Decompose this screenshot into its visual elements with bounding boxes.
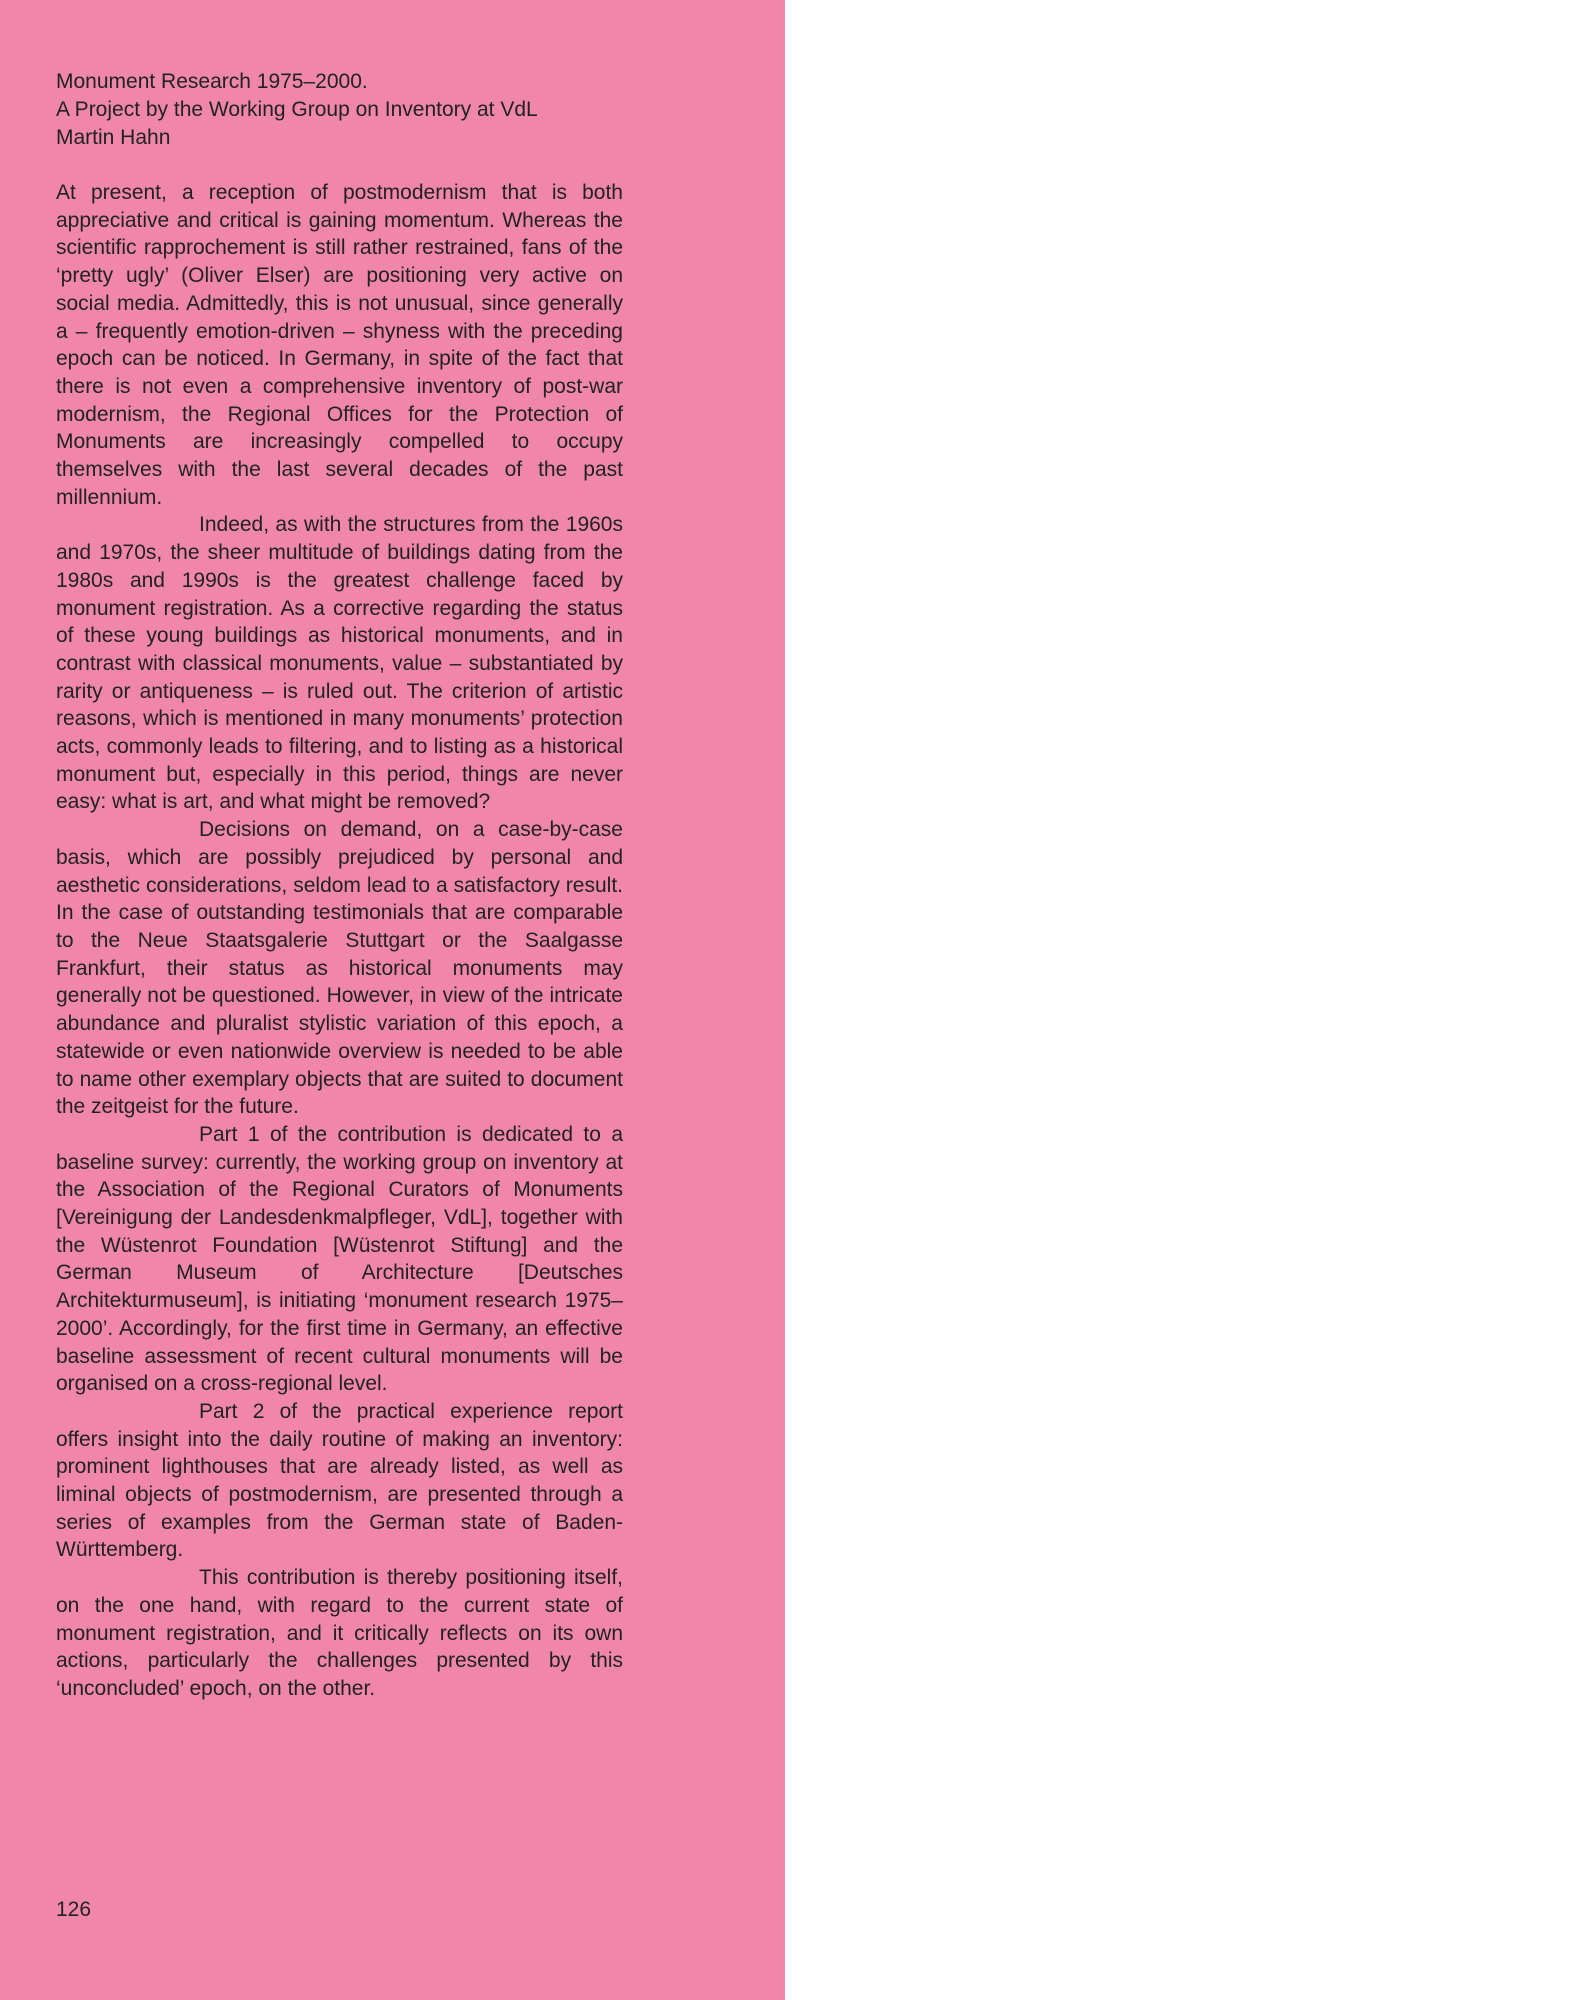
article-title: Monument Research 1975–2000. [56, 70, 368, 93]
article-subtitle: A Project by the Working Group on Inventory at VdL [56, 98, 538, 121]
body-paragraph: This contribution is thereby positioning itself, on the one hand, with regard to the current state of monument registration, and it critically reflects on its own actions, particularly the challenges presented by this ‘unconcluded’ epoch, on the other. [56, 1566, 623, 1700]
body-paragraph: At present, a reception of postmodernism that is both appreciative and critical is gaining momentum. Whereas the scientific rapprochement is still rather restrained, fans of the ‘pretty ugly’ (Oliver Elser) are positioning very active on social media. Admittedly, this is not unusual, since generally a – frequently emotion-driven – shyness with the preceding epoch can be noticed. In Germany, in spite of the fact that there is not even a comprehensive inventory of post-war modernism, the Regional Offices for the Protection of Monuments are increasingly compelled to occupy themselves with the last several decades of the past millennium. [56, 181, 623, 509]
blank-facing-page [785, 0, 1573, 2000]
article-header [56, 68, 656, 152]
body-paragraph: Part 1 of the contribution is dedicated to a baseline survey: currently, the working group on inventory at the Association of the Regional Curators of Monuments [Vereinigung der Landesdenkmalpfleger, VdL], together with the Wüstenrot Foundation [Wüstenrot Stiftung] and the German Museum of Architecture [Deutsches Architekturmuseum], is initiating ‘monument research 1975–2000’. Accordingly, for the first time in Germany, an effective baseline assessment of recent cultural monuments will be organised on a cross-regional level. [56, 1122, 623, 1396]
body-paragraph: Decisions on demand, on a case-by-case basis, which are possibly prejudiced by personal and aesthetic considerations, seldom lead to a satisfactory result. In the case of outstanding testimonials that are comparable to the Neue Staatsgalerie Stuttgart or the Saalgasse Frankfurt, their status as historical monuments may generally not be questioned. However, in view of the intricate abundance and pluralist stylistic variation of this epoch, a statewide or even nationwide overview is needed to be able to name other exemplary objects that are suited to document the zeitgeist for the future. [56, 818, 623, 1119]
page-number: 126 [56, 1898, 92, 1921]
article-author: Martin Hahn [56, 126, 171, 149]
body-paragraph: Part 2 of the practical experience report offers insight into the daily routine of making an inventory: prominent lighthouses that are already listed, as well as liminal objects of postmodernism, are presented through a series of examples from the German state of Baden-Württemberg. [56, 1399, 623, 1562]
article-body [56, 179, 623, 1703]
body-paragraph: Indeed, as with the structures from the 1960s and 1970s, the sheer multitude of buildings dating from the 1980s and 1990s is the greatest challenge faced by monument registration. As a corrective regarding the status of these young buildings as historical monuments, and in contrast with classical monuments, value – substantiated by rarity or antiqueness – is ruled out. The criterion of artistic reasons, which is mentioned in many monuments’ protection acts, commonly leads to filtering, and to listing as a historical monument but, especially in this period, things are never easy: what is art, and what might be removed? [56, 513, 623, 814]
